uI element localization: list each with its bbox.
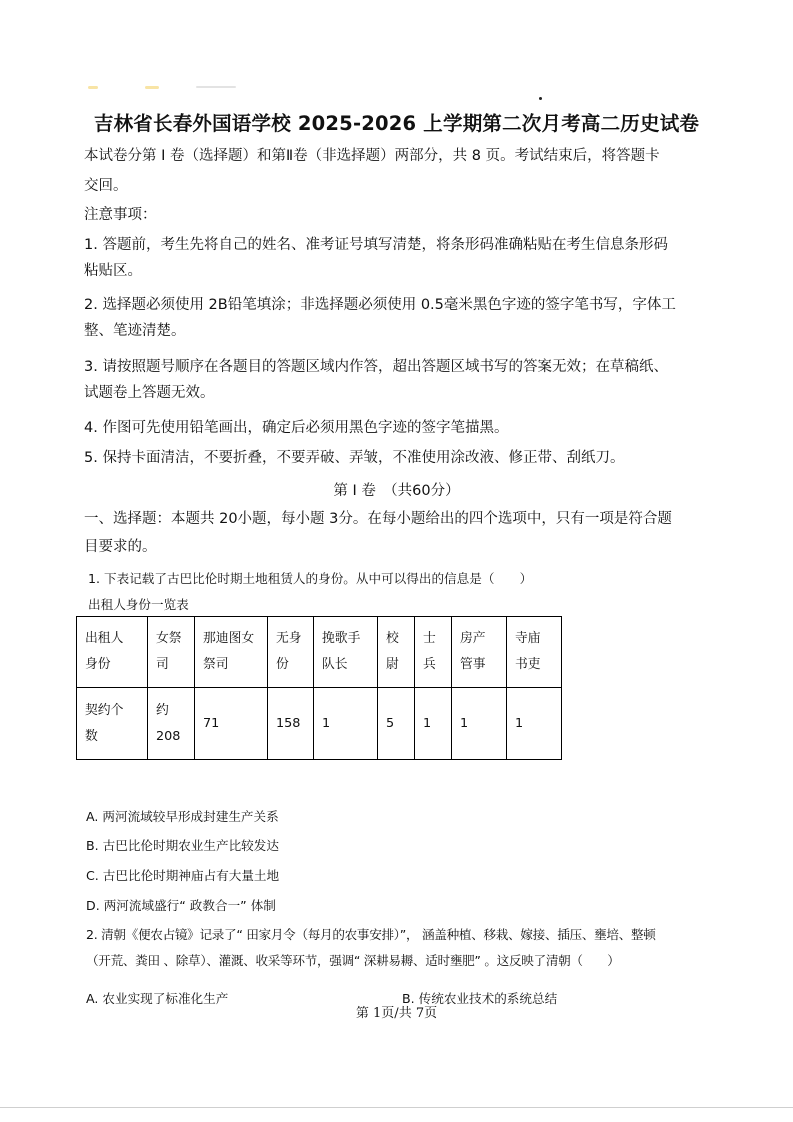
table-cell: 出租人 身份 bbox=[77, 617, 148, 688]
part1-line-1: 一、选择题：本题共 20小题，每小题 3分。在每小题给出的四个选项中，只有一项是符合题 bbox=[84, 511, 672, 527]
note-1-line-2: 粘贴区。 bbox=[84, 263, 142, 279]
page-footer: 第 1页/共 7页 bbox=[355, 1006, 438, 1021]
note-4: 4. 作图可先使用铅笔画出，确定后必须用黑色字迹的签字笔描黑。 bbox=[84, 420, 509, 436]
scan-smudge-right bbox=[196, 86, 236, 88]
q1-table-title: 出租人身份一览表 bbox=[88, 597, 189, 612]
note-3-line-2: 试题卷上答题无效。 bbox=[84, 385, 215, 401]
page-bottom-divider bbox=[0, 1107, 793, 1108]
table-header-row bbox=[77, 617, 562, 688]
q2-option-b: B. 传统农业技术的系统总结 bbox=[402, 991, 558, 1006]
note-2-line-2: 整、笔迹清楚。 bbox=[84, 323, 186, 339]
q2-stem-line-2: （开荒、粪田 、除草）、灌溉、收采等环节，强调“ 深耕易耨、适时壅肥” 。这反映了清朝（ ） bbox=[86, 953, 620, 968]
renter-identity-table bbox=[76, 616, 562, 760]
exam-title: 吉林省长春外国语学校 2025-2026 上学期第二次月考高二历史试卷 bbox=[93, 112, 700, 135]
table-cell: 1 bbox=[314, 688, 378, 760]
q2-stem-line-1: 2. 清朝《便农占镜》记录了“ 田家月令（每月的农事安排）”， 涵盖种植、移栽、嫁接、插压、壅培、整顿 bbox=[86, 927, 656, 942]
q1-option-c: C. 古巴比伦时期神庙占有大量土地 bbox=[86, 868, 280, 883]
part1-line-2: 目要求的。 bbox=[84, 539, 157, 555]
q2-option-a: A. 农业实现了标准化生产 bbox=[86, 991, 229, 1006]
table-cell: 房产 管事 bbox=[452, 617, 507, 688]
note-1-line-1: 1. 答题前，考生先将自己的姓名、准考证号填写清楚，将条形码准确粘贴在考生信息条形码 bbox=[84, 237, 668, 253]
note-2-line-1: 2. 选择题必须使用 2B铅笔填涂；非选择题必须使用 0.5毫米黑色字迹的签字笔书写，字体工 bbox=[84, 297, 676, 313]
stray-dot bbox=[539, 97, 542, 100]
q1-option-a: A. 两河流域较早形成封建生产关系 bbox=[86, 809, 279, 824]
table-cell: 寺庙 书吏 bbox=[507, 617, 562, 688]
section-title: 第 Ⅰ 卷 （共60分） bbox=[333, 483, 460, 499]
table-row bbox=[77, 688, 562, 760]
table-cell: 挽歌手 队长 bbox=[314, 617, 378, 688]
table-cell: 士 兵 bbox=[415, 617, 452, 688]
intro-line-2: 交回。 bbox=[84, 178, 128, 194]
table-cell: 无身 份 bbox=[268, 617, 314, 688]
table-cell: 5 bbox=[378, 688, 415, 760]
table-cell: 158 bbox=[268, 688, 314, 760]
table-cell: 契约个 数 bbox=[77, 688, 148, 760]
q1-option-d: D. 两河流域盛行“ 政教合一” 体制 bbox=[86, 898, 276, 913]
note-5: 5. 保持卡面清洁，不要折叠，不要弄破、弄皱，不准使用涂改液、修正带、刮纸刀。 bbox=[84, 450, 625, 466]
table-cell: 1 bbox=[452, 688, 507, 760]
scan-smudge-mid bbox=[145, 86, 159, 89]
note-3-line-1: 3. 请按照题号顺序在各题目的答题区域内作答，超出答题区域书写的答案无效；在草稿纸、 bbox=[84, 359, 668, 375]
notes-heading: 注意事项： bbox=[84, 207, 157, 223]
table-cell: 1 bbox=[507, 688, 562, 760]
intro-line-1: 本试卷分第 Ⅰ 卷（选择题）和第Ⅱ卷（非选择题）两部分，共 8 页。考试结束后，将答题卡 bbox=[84, 148, 660, 164]
scan-smudge-left bbox=[88, 86, 98, 89]
table-cell: 女祭 司 bbox=[148, 617, 195, 688]
table-cell: 那迪图女 祭司 bbox=[195, 617, 268, 688]
q1-stem: 1. 下表记载了古巴比伦时期土地租赁人的身份。从中可以得出的信息是（ ） bbox=[88, 571, 533, 586]
table-cell: 校 尉 bbox=[378, 617, 415, 688]
q1-option-b: B. 古巴比伦时期农业生产比较发达 bbox=[86, 838, 279, 853]
table-cell: 1 bbox=[415, 688, 452, 760]
table-cell: 71 bbox=[195, 688, 268, 760]
table-cell: 约 208 bbox=[148, 688, 195, 760]
